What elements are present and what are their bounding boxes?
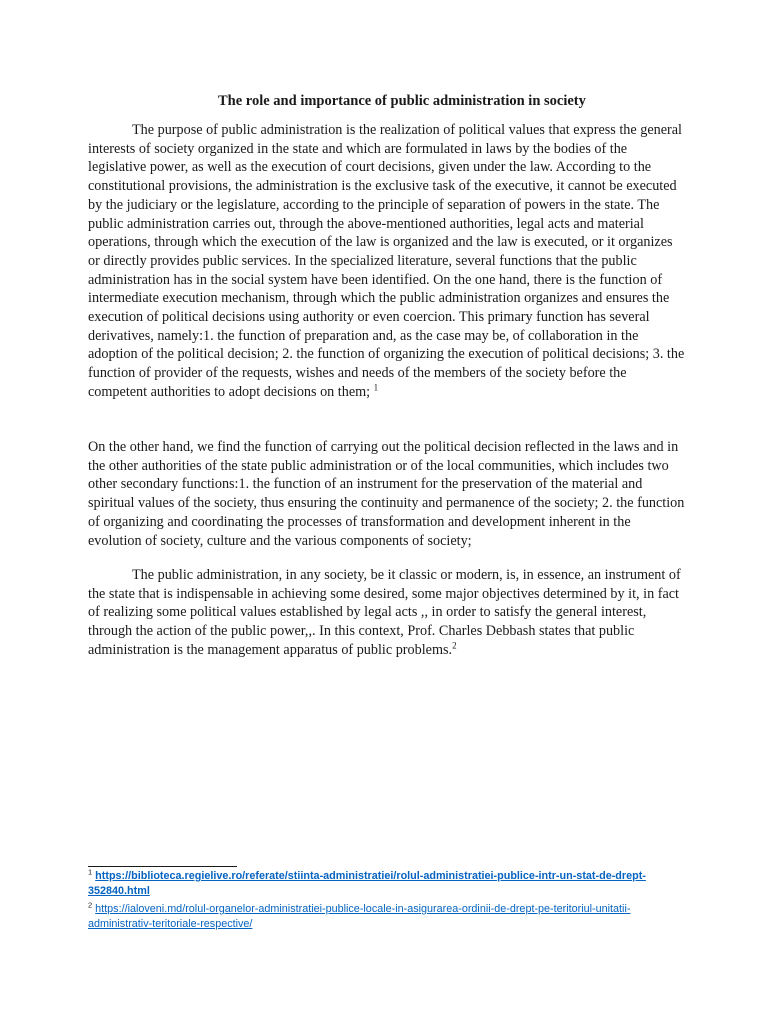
footnote-link-1[interactable]: https://biblioteca.regielive.ro/referate/stiinta-administratiei/rolul-administratiei-publice-intr-un-stat-de-drept-352840.html bbox=[88, 870, 646, 897]
footnote-2 bbox=[88, 902, 678, 932]
footnote-separator bbox=[88, 866, 237, 867]
footnote-number: 1 bbox=[88, 867, 93, 877]
paragraph-purpose bbox=[88, 121, 686, 402]
paragraph-instrument bbox=[88, 566, 686, 660]
paragraph-other-hand bbox=[88, 438, 686, 550]
footnote-number: 2 bbox=[88, 900, 93, 910]
footnote-link-2[interactable]: https://ialoveni.md/rolul-organelor-administratiei-publice-locale-in-asigurarea-ordinii-de-drept-pe-teritoriul-unitatii-administrativ-teritoriale-respective/ bbox=[88, 903, 631, 930]
paragraph-text: On the other hand, we find the function of carrying out the political decision reflected in the laws and in the other authorities of the state public administration or of the local communities, which includes two other secondary functions:1. the function of an instrument for the preservation of the material and spiritual values of the society, thus ensuring the continuity and permanence of the society; 2. the function of organizing and coordinating the processes of transformation and development inherent in the evolution of society, culture and the various components of society; bbox=[88, 439, 685, 549]
footnote-ref-1[interactable]: 1 bbox=[373, 382, 379, 393]
footnote-1 bbox=[88, 869, 678, 899]
paragraph-text: The public administration, in any society, be it classic or modern, is, in essence, an instrument of the state that is indispensable in achieving some desired, some major objectives determined by it, in fact of realizing some political values established by legal acts ,, in order to satisfy the general interest, through the action of the public power,,. In this context, Prof. Charles Debbash states that public administration is the management apparatus of public problems. bbox=[88, 567, 681, 658]
footnote-ref-2[interactable]: 2 bbox=[452, 640, 457, 651]
paragraph-text: The purpose of public administration is the realization of political values that express the general interests of society organized in the state and which are formulated in laws by the bodies of the legislative power, as well as the execution of court decisions, given under the law. According to the constitutional provisions, the administration is the exclusive task of the executive, it cannot be executed by the judiciary or the legislature, according to the principle of separation of powers in the state. The public administration carries out, through the above-mentioned authorities, legal acts and material operations, through which the execution of the law is organized and the law is executed, or it organizes or directly provides public services. In the specialized literature, several functions that the public administration has in the social system have been identified. On the one hand, there is the function of intermediate execution mechanism, through which the public administration organizes and ensures the execution of political decisions using authority or even coercion. This primary function has several derivatives, namely:1. the function of preparation and, as the case may be, of collaboration in the adoption of the political decision; 2. the function of organizing the execution of political decisions; 3. the function of provider of the requests, wishes and needs of the members of the society before the competent authorities to adopt decisions on them; bbox=[88, 122, 685, 400]
document-title: The role and importance of public administration in society bbox=[218, 93, 586, 109]
